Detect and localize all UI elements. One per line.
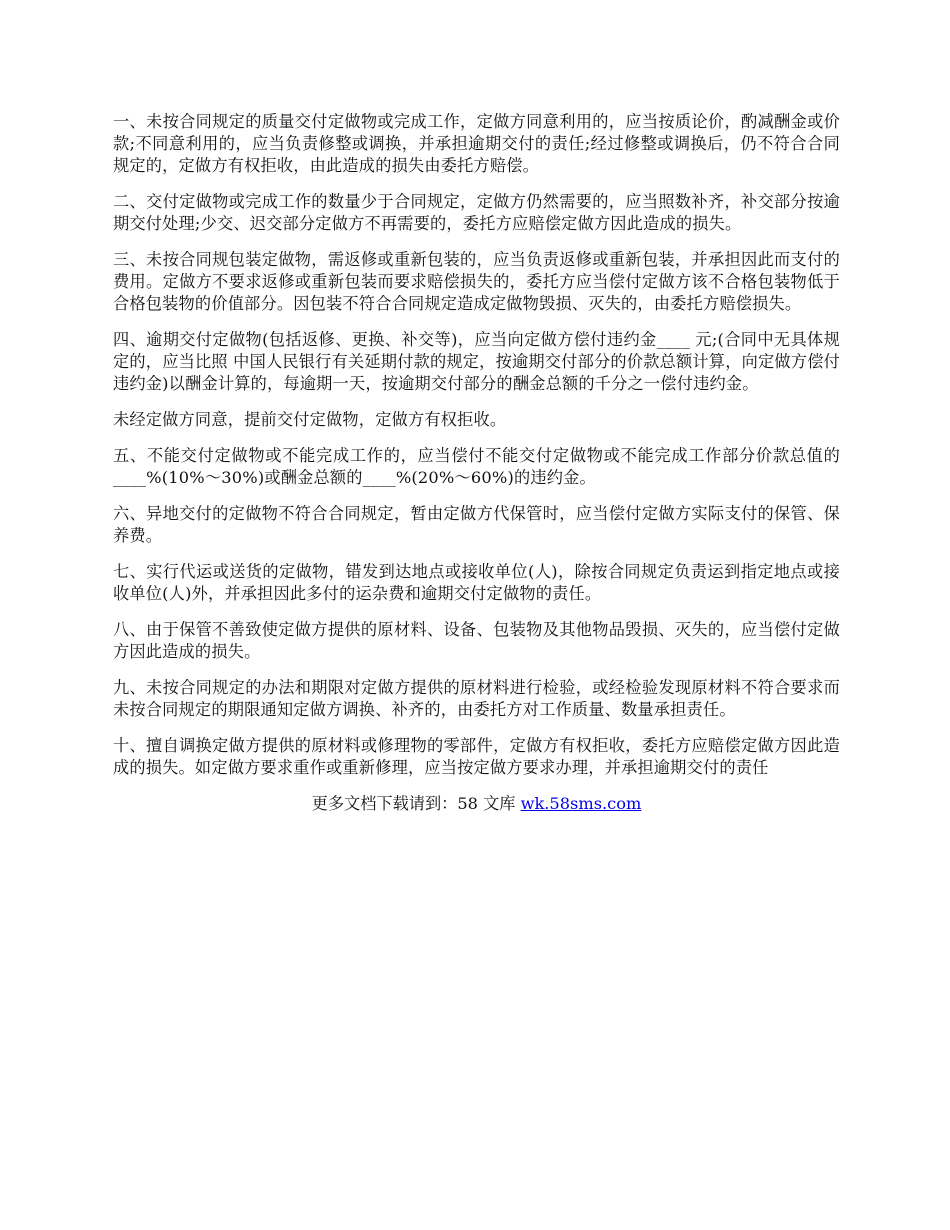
footer-text: 更多文档下载请到：58 文库 (311, 794, 521, 813)
paragraph-1: 一、未按合同规定的质量交付定做物或完成工作，定做方同意利用的，应当按质论价，酌减酬金或价款;不同意利用的，应当负责修整或调换，并承担逾期交付的责任;经过修整或调换后，仍不符合合同规定的，定做方有权拒收，由此造成的损失由委托方赔偿。 (113, 112, 840, 175)
download-footer (113, 793, 840, 815)
paragraph-10: 九、未按合同规定的办法和期限对定做方提供的原材料进行检验，或经检验发现原材料不符合要求而未按合同规定的期限通知定做方调换、补齐的，由委托方对工作质量、数量承担责任。 (113, 678, 840, 719)
paragraph-7: 六、异地交付的定做物不符合合同规定，暂由定做方代保管时，应当偿付定做方实际支付的保管、保养费。 (113, 504, 840, 545)
paragraph-11: 十、擅自调换定做方提供的原材料或修理物的零部件，定做方有权拒收，委托方应赔偿定做方因此造成的损失。如定做方要求重作或重新修理，应当按定做方要求办理，并承担逾期交付的责任 (113, 736, 840, 777)
paragraph-3: 三、未按合同规包装定做物，需返修或重新包装的，应当负责返修或重新包装，并承担因此而支付的费用。定做方不要求返修或重新包装而要求赔偿损失的，委托方应当偿付定做方该不合格包装物低于合格包装物的价值部分。因包装不符合合同规定造成定做物毁损、灭失的，由委托方赔偿损失。 (113, 250, 840, 313)
paragraph-6: 五、不能交付定做物或不能完成工作的，应当偿付不能交付定做物或不能完成工作部分价款总值的____%(10%～30%)或酬金总额的____%(20%～60%)的违约金。 (113, 446, 840, 487)
paragraph-4: 四、逾期交付定做物(包括返修、更换、补交等)，应当向定做方偿付违约金____ 元;(合同中无具体规定的，应当比照 中国人民银行有关延期付款的规定，按逾期交付部分的价款总额计算，向定做方偿付违约金)以酬金计算的，每逾期一天，按逾期交付部分的酬金总额的千分之一偿付违约金。 (113, 330, 840, 393)
paragraph-8: 七、实行代运或送货的定做物，错发到达地点或接收单位(人)，除按合同规定负责运到指定地点或接收单位(人)外，并承担因此多付的运杂费和逾期交付定做物的责任。 (113, 562, 840, 603)
document-body (113, 111, 840, 815)
footer-link[interactable]: wk.58sms.com (520, 794, 642, 813)
paragraph-9: 八、由于保管不善致使定做方提供的原材料、设备、包装物及其他物品毁损、灭失的，应当偿付定做方因此造成的损失。 (113, 620, 840, 661)
paragraph-5: 未经定做方同意，提前交付定做物，定做方有权拒收。 (113, 410, 507, 429)
paragraph-2: 二、交付定做物或完成工作的数量少于合同规定，定做方仍然需要的，应当照数补齐，补交部分按逾期交付处理;少交、迟交部分定做方不再需要的，委托方应赔偿定做方因此造成的损失。 (113, 192, 840, 233)
